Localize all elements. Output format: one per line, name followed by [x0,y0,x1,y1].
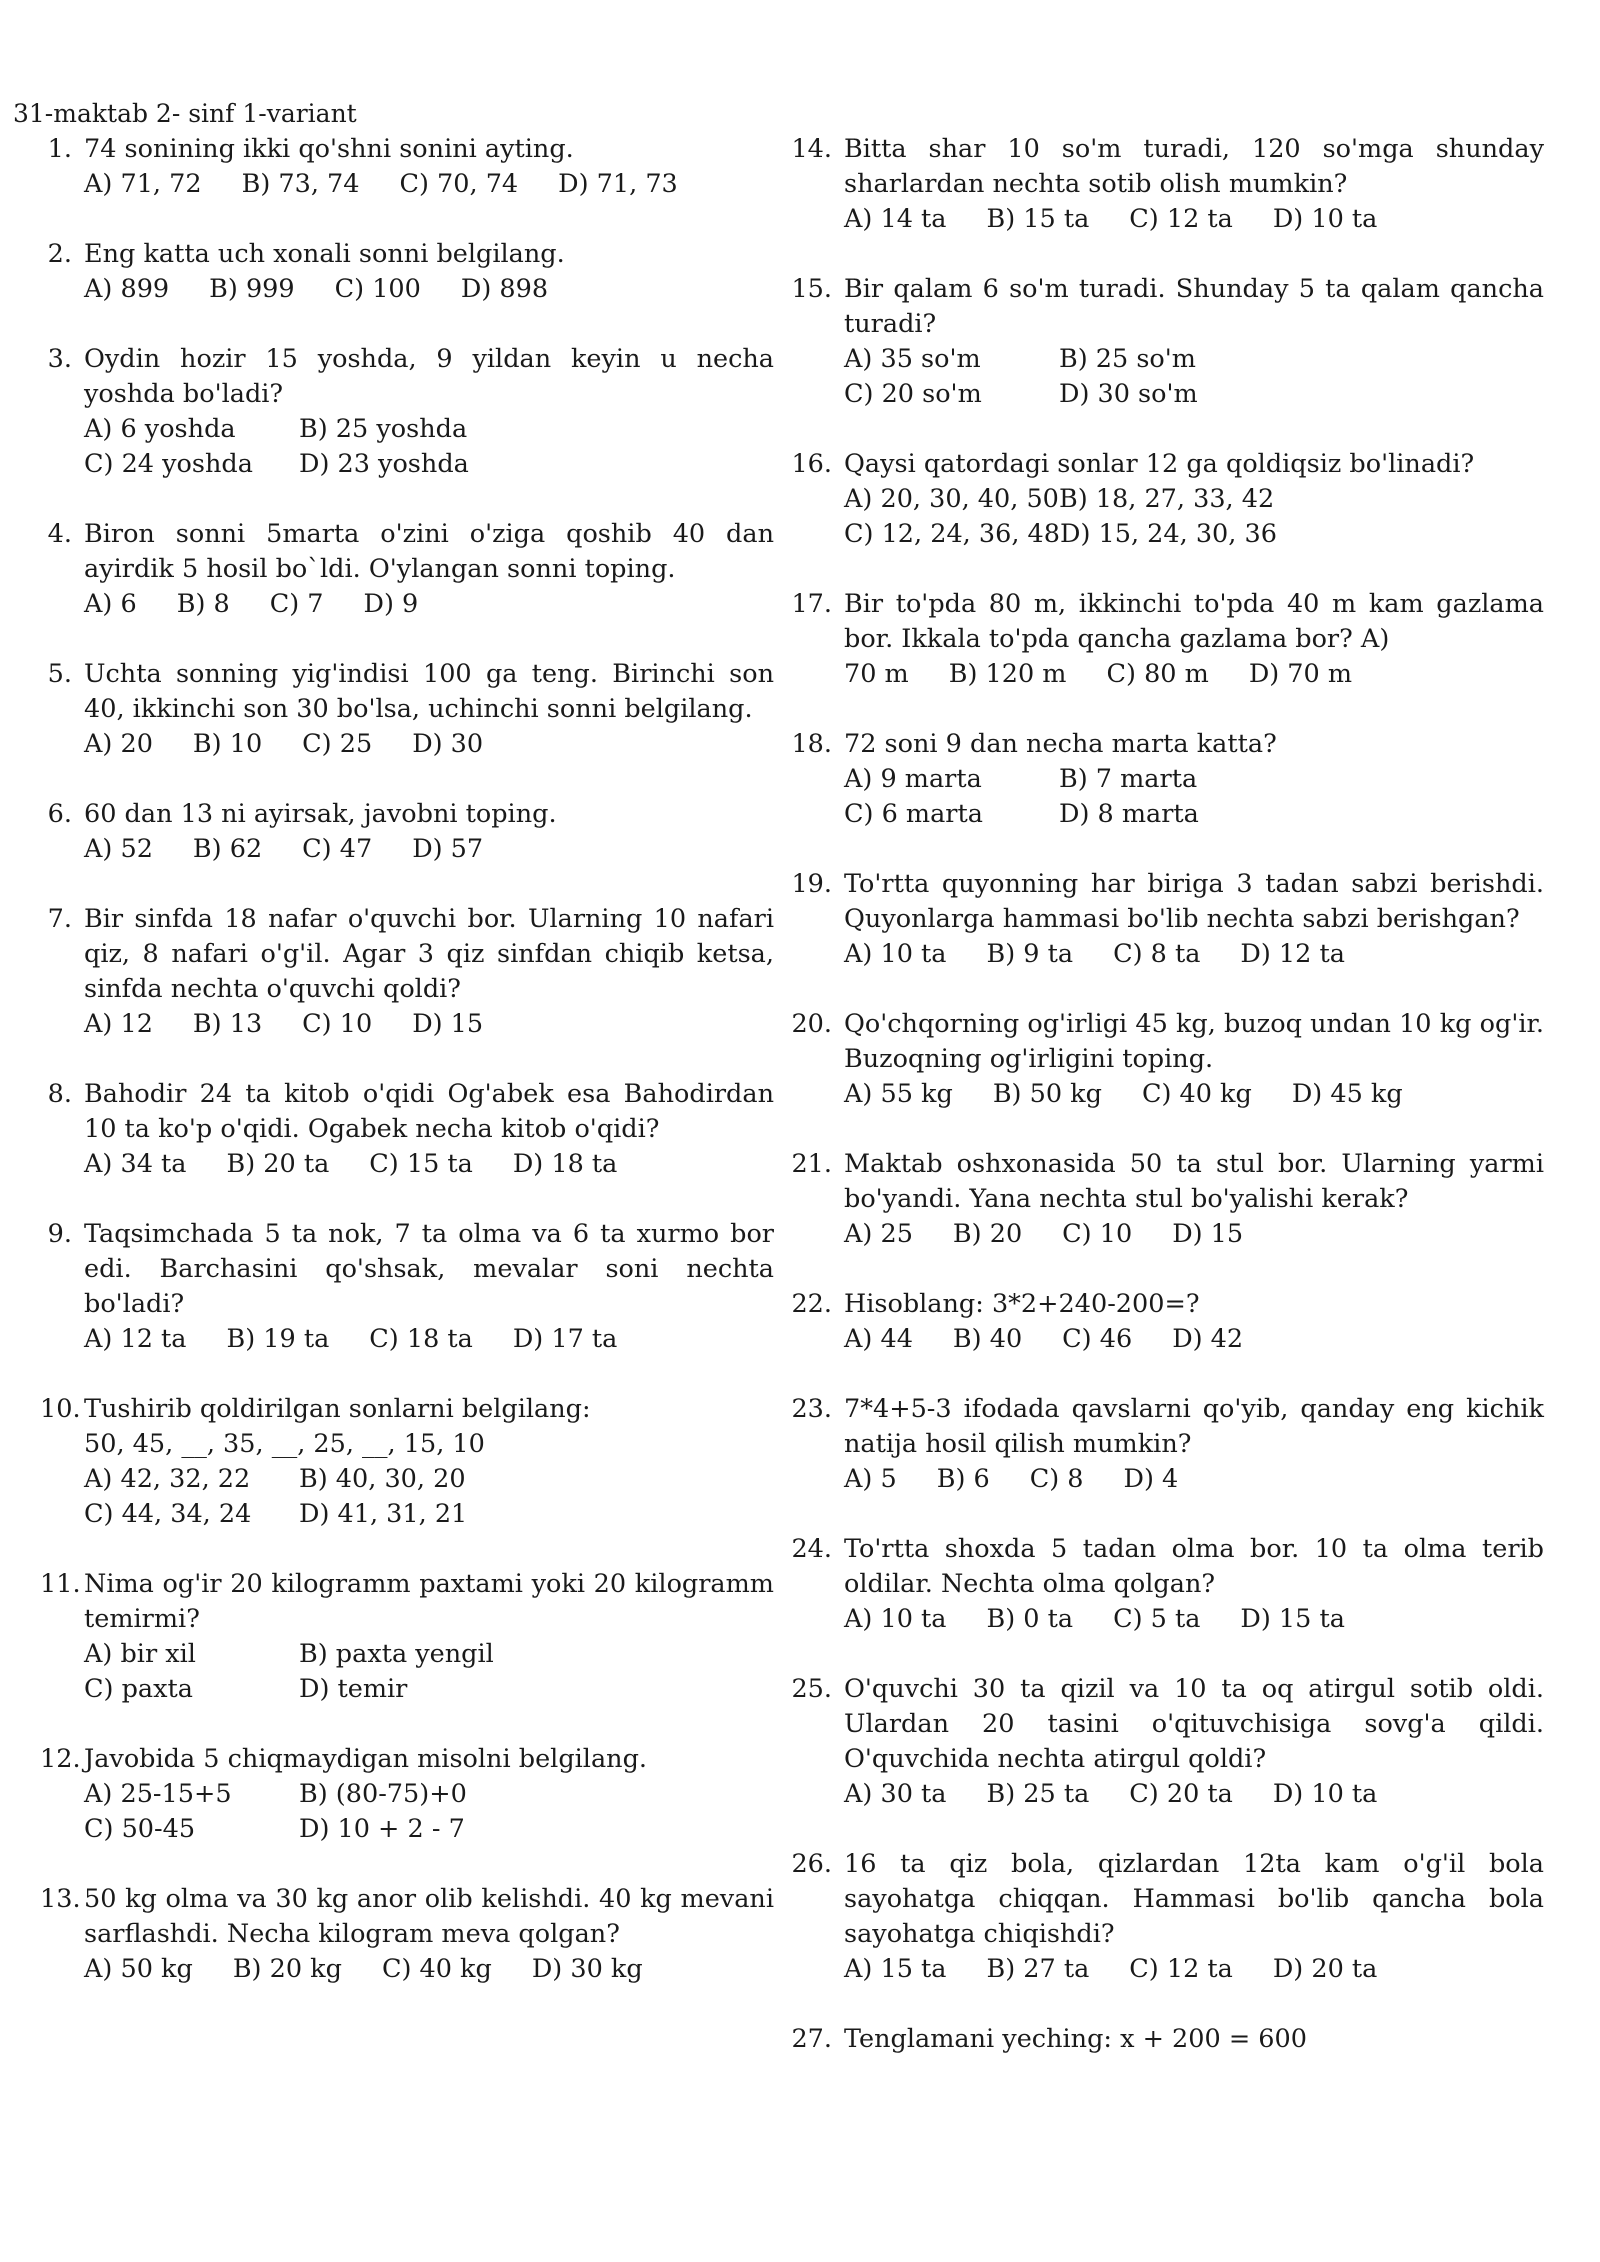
answer-option: D) 12 ta [1240,939,1345,969]
question-text: Tushirib qoldirilgan sonlarni belgilang: [84,1394,591,1424]
answer-option: B) 20 kg [232,1954,342,1984]
question-number: 10. [40,1394,81,1424]
answer-option: A) 10 ta [844,939,947,969]
answer-options [84,1497,774,1532]
answer-option: C) paxta [84,1674,193,1704]
answer-option: B) 25 ta [986,1779,1090,1809]
question-number: 9. [47,1219,72,1249]
question-number: 15. [791,274,832,304]
answer-option: C) 80 m [1106,659,1209,689]
answer-options [844,1952,1544,1987]
answer-option: C) 12 ta [1129,204,1233,234]
question-text: Taqsimchada 5 ta nok, 7 ta olma va 6 ta xurmo bor edi. Barchasini qo'shsak, mevalar soni nechta bo'ladi? [84,1219,774,1319]
question-number: 3. [47,344,72,374]
answer-options [84,1952,774,1987]
answer-options [844,202,1544,237]
answer-option: D) 10 ta [1272,1779,1378,1809]
answer-options [84,1672,774,1707]
answer-option: A) 55 kg [844,1079,953,1109]
answer-options [844,797,1544,832]
answer-option: C) 18 ta [369,1324,473,1354]
answer-option: D) 18 ta [512,1149,618,1179]
question-number: 6. [47,799,72,829]
answer-option: B) paxta yengil [299,1639,494,1669]
answer-option: D) 4 [1123,1464,1179,1494]
question-item [40,517,774,622]
answer-options [84,832,774,867]
question-number: 11. [40,1569,81,1599]
answer-option: D) 15, 24, 30, 36 [1060,519,1277,549]
answer-options [84,727,774,762]
question-text: Tenglamani yeching: x + 200 = 600 [844,2024,1307,2054]
question-text: Bir to'pda 80 m, ikkinchi to'pda 40 m kam gazlama bor. Ikkala to'pda qancha gazlama bor? A) [844,589,1544,654]
question-text: To'rtta quyonning har biriga 3 tadan sabzi berishdi. Quyonlarga hammasi bo'lib nechta sabzi berishgan? [844,869,1544,934]
answer-option: B) 20 ta [226,1149,330,1179]
question-text: 72 soni 9 dan necha marta katta? [844,729,1277,759]
answer-option: C) 7 [269,589,324,619]
answer-options [844,1602,1544,1637]
answer-option: D) 17 ta [512,1324,618,1354]
answer-options [844,482,1544,517]
answer-option: A) 71, 72 [84,169,202,199]
question-number: 8. [47,1079,72,1109]
answer-option: D) 30 so'm [1059,379,1198,409]
answer-option: C) 20 ta [1129,1779,1233,1809]
question-item [40,902,774,1042]
answer-option: A) 20, 30, 40, 50 [844,484,1059,514]
answer-option: C) 8 ta [1113,939,1201,969]
question-text: Eng katta uch xonali sonni belgilang. [84,239,565,269]
answer-option: A) 6 yoshda [84,414,236,444]
answer-option: D) 70 m [1248,659,1353,689]
answer-options [84,1777,774,1812]
answer-option: B) (80-75)+0 [299,1779,467,1809]
answer-option: C) 70, 74 [399,169,519,199]
answer-option: B) 15 ta [986,204,1090,234]
question-item [40,237,774,307]
answer-option: D) 45 kg [1291,1079,1403,1109]
answer-option: B) 25 so'm [1059,344,1196,374]
question-text: Maktab oshxonasida 50 ta stul bor. Ularning yarmi bo'yandi. Yana nechta stul bo'yalishi kerak? [844,1149,1544,1214]
question-number: 27. [791,2024,832,2054]
question-number: 13. [40,1884,81,1914]
answer-option: D) temir [299,1674,408,1704]
answer-option: D) 898 [460,274,549,304]
answer-option: C) 8 [1029,1464,1084,1494]
question-number: 7. [47,904,72,934]
answer-option: D) 15 [1172,1219,1244,1249]
answer-options [844,517,1544,552]
question-text: 16 ta qiz bola, qizlardan 12ta kam o'g'il bola sayohatga chiqqan. Hammasi bo'lib qancha bola sayohatga chiqishdi? [844,1849,1544,1949]
question-text: To'rtta shoxda 5 tadan olma bor. 10 ta olma terib oldilar. Nechta olma qolgan? [844,1534,1544,1599]
answer-options [844,1217,1544,1252]
answer-option: C) 10 [302,1009,373,1039]
question-text: Qaysi qatordagi sonlar 12 ga qoldiqsiz bo'linadi? [844,449,1475,479]
answer-option: B) 19 ta [226,1324,330,1354]
question-item [790,1147,1544,1252]
left-column [40,132,774,1987]
answer-options [84,167,774,202]
answer-options [844,1322,1544,1357]
question-number: 12. [40,1744,81,1774]
question-item [40,1567,774,1707]
answer-option: A) 15 ta [844,1954,947,1984]
answer-option: A) bir xil [84,1639,196,1669]
question-item [40,1882,774,1987]
answer-option: A) 14 ta [844,204,947,234]
answer-option: B) 10 [192,729,263,759]
answer-option: A) 52 [84,834,153,864]
answer-option: B) 120 m [948,659,1067,689]
answer-option: B) 40 [952,1324,1023,1354]
question-item [790,1672,1544,1812]
question-item [40,1077,774,1182]
answer-option: D) 15 [412,1009,484,1039]
answer-option: A) 42, 32, 22 [84,1464,251,1494]
page-header: 31-maktab 2- sinf 1-variant [13,99,357,128]
answer-options [84,1462,774,1497]
answer-option: C) 24 yoshda [84,449,253,479]
question-text: Oydin hozir 15 yoshda, 9 yildan keyin u necha yoshda bo'ladi? [84,344,774,409]
answer-option: C) 10 [1062,1219,1133,1249]
answer-option: 70 m [844,659,909,689]
question-number: 5. [47,659,72,689]
answer-option: A) 899 [84,274,170,304]
answer-option: A) 34 ta [84,1149,187,1179]
answer-option: B) 40, 30, 20 [299,1464,466,1494]
question-number: 18. [791,729,832,759]
answer-option: B) 25 yoshda [299,414,468,444]
question-number: 22. [791,1289,832,1319]
answer-option: B) 13 [192,1009,263,1039]
answer-option: D) 10 + 2 - 7 [299,1814,465,1844]
question-number: 19. [791,869,832,899]
answer-option: C) 12, 24, 36, 48 [844,519,1060,549]
answer-option: B) 6 [936,1464,990,1494]
answer-option: C) 47 [302,834,373,864]
question-item [40,797,774,867]
answer-option: C) 100 [334,274,421,304]
answer-option: A) 5 [844,1464,897,1494]
question-item [40,132,774,202]
answer-option: C) 12 ta [1129,1954,1233,1984]
answer-option: A) 50 kg [84,1954,193,1984]
question-item [790,587,1544,692]
question-number: 25. [791,1674,832,1704]
answer-option: B) 62 [192,834,263,864]
answer-option: A) 12 ta [84,1324,187,1354]
answer-option: A) 6 [84,589,137,619]
answer-options [84,1007,774,1042]
question-text: Bir sinfda 18 nafar o'quvchi bor. Ularning 10 nafari qiz, 8 nafari o'g'il. Agar 3 qiz sinfdan chiqib ketsa, sinfda nechta o'quvchi qoldi? [84,904,774,1004]
question-item [40,1742,774,1847]
answer-option: D) 41, 31, 21 [299,1499,468,1529]
answer-options [84,587,774,622]
question-text: 50 kg olma va 30 kg anor olib kelishdi. 40 kg mevani sarflashdi. Necha kilogram meva qolgan? [84,1884,774,1949]
question-item [790,1847,1544,1987]
answer-option: C) 46 [1062,1324,1133,1354]
question-number: 1. [47,134,72,164]
answer-option: D) 57 [412,834,484,864]
question-text: O'quvchi 30 ta qizil va 10 ta oq atirgul sotib oldi. Ulardan 20 tasini o'qituvchisiga sovg'a qildi. O'quvchida nechta atirgul qoldi? [844,1674,1544,1774]
question-item [790,2022,1544,2057]
answer-option: D) 30 [412,729,484,759]
question-item [790,867,1544,972]
question-sequence: 50, 45, __, 35, __, 25, __, 15, 10 [84,1429,485,1459]
answer-option: C) 40 kg [1141,1079,1252,1109]
question-item [790,1392,1544,1497]
question-text: Qo'chqorning og'irligi 45 kg, buzoq undan 10 kg og'ir. Buzoqning og'irligini toping. [844,1009,1544,1074]
question-number: 20. [791,1009,832,1039]
answer-options [844,1462,1544,1497]
question-number: 21. [791,1149,832,1179]
answer-option: B) 999 [209,274,295,304]
question-text: 60 dan 13 ni ayirsak, javobni toping. [84,799,557,829]
answer-option: A) 20 [84,729,153,759]
question-item [790,272,1544,412]
answer-options [84,447,774,482]
answer-options [844,377,1544,412]
question-text: 7*4+5-3 ifodada qavslarni qo'yib, qanday eng kichik natija hosil qilish mumkin? [844,1394,1544,1459]
answer-option: D) 9 [363,589,419,619]
answer-options [844,1077,1544,1112]
answer-option: C) 50-45 [84,1814,196,1844]
question-text: Hisoblang: 3*2+240-200=? [844,1289,1200,1319]
question-number: 2. [47,239,72,269]
answer-option: B) 50 kg [992,1079,1102,1109]
answer-option: A) 30 ta [844,1779,947,1809]
question-text: Javobida 5 chiqmaydigan misolni belgilang. [84,1744,648,1774]
answer-option: A) 9 marta [844,764,982,794]
answer-option: A) 10 ta [844,1604,947,1634]
question-item [790,1532,1544,1637]
answer-option: A) 44 [844,1324,913,1354]
answer-option: C) 40 kg [381,1954,492,1984]
question-item [790,1287,1544,1357]
answer-option: D) 42 [1172,1324,1244,1354]
answer-option: D) 23 yoshda [299,449,469,479]
answer-option: D) 10 ta [1272,204,1378,234]
question-number: 24. [791,1534,832,1564]
answer-options [84,1637,774,1672]
question-number: 4. [47,519,72,549]
answer-options [844,342,1544,377]
question-text: Bahodir 24 ta kitob o'qidi Og'abek esa Bahodirdan 10 ta ko'p o'qidi. Ogabek necha kitob o'qidi? [84,1079,774,1144]
question-text: 74 sonining ikki qo'shni sonini ayting. [84,134,574,164]
answer-option: A) 25-15+5 [84,1779,232,1809]
answer-option: C) 20 so'm [844,379,982,409]
answer-option: C) 5 ta [1113,1604,1201,1634]
answer-option: B) 20 [952,1219,1023,1249]
question-item [790,1007,1544,1112]
question-number: 16. [791,449,832,479]
answer-options [84,1322,774,1357]
answer-option: C) 25 [302,729,373,759]
question-item [40,1392,774,1532]
answer-options [844,1777,1544,1812]
answer-option: A) 25 [844,1219,913,1249]
answer-option: D) 30 kg [531,1954,643,1984]
question-number: 26. [791,1849,832,1879]
answer-option: C) 6 marta [844,799,983,829]
answer-option: A) 35 so'm [844,344,981,374]
answer-options [844,657,1544,692]
question-item [40,1217,774,1357]
answer-option: B) 7 marta [1059,764,1198,794]
answer-options [844,762,1544,797]
question-number: 14. [791,134,832,164]
answer-option: B) 9 ta [986,939,1074,969]
answer-option: D) 8 marta [1059,799,1199,829]
answer-option: D) 15 ta [1240,1604,1345,1634]
answer-option: D) 71, 73 [558,169,678,199]
question-text: Uchta sonning yig'indisi 100 ga teng. Birinchi son 40, ikkinchi son 30 bo'lsa, uchinchi sonni belgilang. [84,659,774,724]
question-item [40,342,774,482]
answer-option: B) 8 [176,589,230,619]
answer-option: B) 0 ta [986,1604,1074,1634]
answer-options [84,1812,774,1847]
answer-option: B) 18, 27, 33, 42 [1059,484,1275,514]
question-item [790,727,1544,832]
question-number: 23. [791,1394,832,1424]
question-text: Bir qalam 6 so'm turadi. Shunday 5 ta qalam qancha turadi? [844,274,1544,339]
answer-options [84,272,774,307]
right-column [790,132,1544,2057]
answer-option: D) 20 ta [1272,1954,1378,1984]
question-text: Biron sonni 5marta o'zini o'ziga qoshib 40 dan ayirdik 5 hosil bo`ldi. O'ylangan sonni toping. [84,519,774,584]
question-item [790,132,1544,237]
answer-options [84,412,774,447]
question-text: Bitta shar 10 so'm turadi, 120 so'mga shunday sharlardan nechta sotib olish mumkin? [844,134,1544,199]
answer-option: B) 73, 74 [241,169,360,199]
question-number: 17. [791,589,832,619]
answer-option: B) 27 ta [986,1954,1090,1984]
question-text: Nima og'ir 20 kilogramm paxtami yoki 20 kilogramm temirmi? [84,1569,774,1634]
answer-options [84,1147,774,1182]
question-item [790,447,1544,552]
answer-option: A) 12 [84,1009,153,1039]
answer-options [844,937,1544,972]
answer-option: C) 44, 34, 24 [84,1499,252,1529]
answer-option: C) 15 ta [369,1149,473,1179]
question-item [40,657,774,762]
